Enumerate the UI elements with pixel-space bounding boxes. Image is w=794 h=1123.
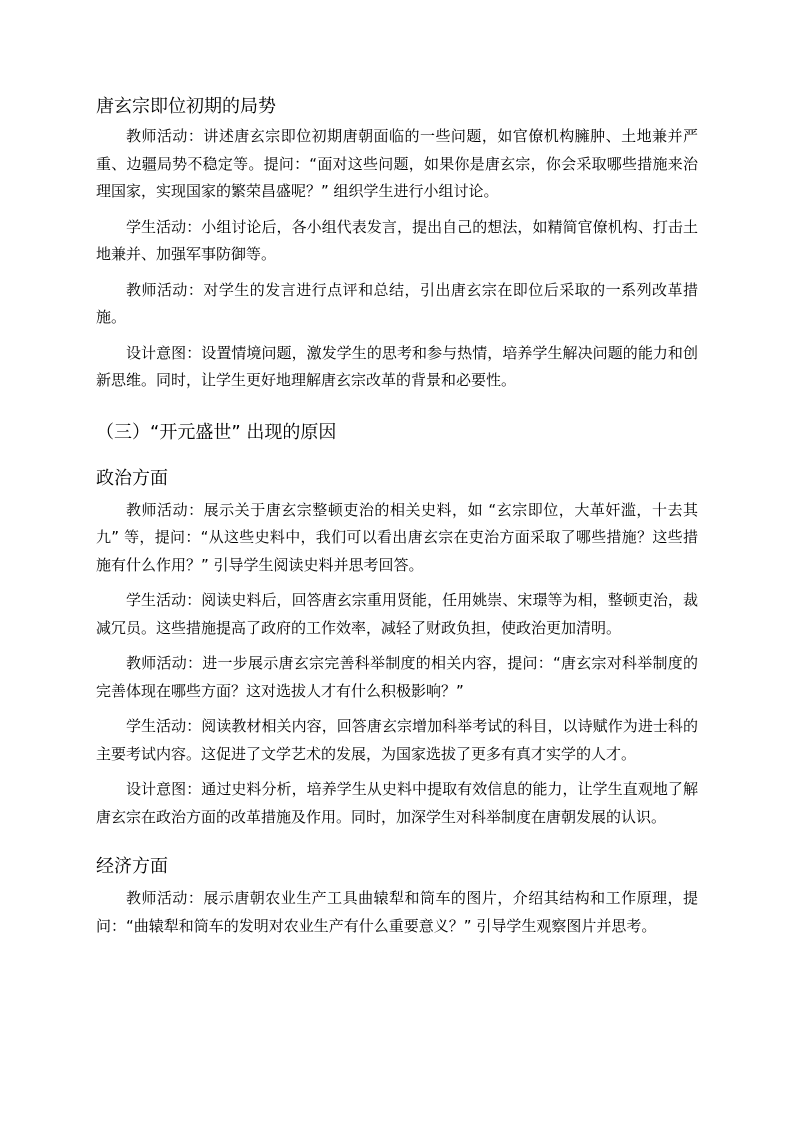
paragraph-teacher-activity: 教师活动：进一步展示唐玄宗完善科举制度的相关内容，提问：“唐玄宗对科举制度的完善体现在哪些方面？这对选拔人才有什么积极影响？” [96, 654, 698, 700]
section-heading-kaiyuan: （三）“开元盛世” 出现的原因 [96, 421, 337, 443]
paragraph-teacher-activity: 教师活动：展示关于唐玄宗整顿吏治的相关史料，如 “玄宗即位，大革奸滥，十去其九” 等，提问：“从这些史料中，我们可以看出唐玄宗在吏治方面采取了哪些措施？这些措施有什么作用？” 引导学生阅读史料并思考回答。 [96, 500, 698, 574]
paragraph-student-activity: 学生活动：阅读史料后，回答唐玄宗重用贤能，任用姚崇、宋璟等为相，整顿吏治，裁减冗员。这些措施提高了政府的工作效率，减轻了财政负担，使政治更加清明。 [96, 591, 698, 637]
paragraph-design-intent: 设计意图：设置情境问题，激发学生的思考和参与热情，培养学生解决问题的能力和创新思维。同时，让学生更好地理解唐玄宗改革的背景和必要性。 [96, 343, 698, 389]
paragraph-teacher-activity: 教师活动：讲述唐玄宗即位初期唐朝面临的一些问题，如官僚机构臃肿、土地兼并严重、边疆局势不稳定等。提问：“面对这些问题，如果你是唐玄宗，你会采取哪些措施来治理国家，实现国家的繁荣昌盛呢？” 组织学生进行小组讨论。 [96, 127, 698, 200]
paragraph-teacher-activity: 教师活动：对学生的发言进行点评和总结，引出唐玄宗在即位后采取的一系列改革措施。 [96, 280, 698, 326]
document-page [96, 93, 698, 940]
section-heading-economy: 经济方面 [96, 856, 168, 877]
section-heading-politics: 政治方面 [96, 467, 168, 489]
paragraph-teacher-activity: 教师活动：展示唐朝农业生产工具曲辕犁和筒车的图片，介绍其结构和工作原理，提问：“曲辕犁和筒车的发明对农业生产有什么重要意义？” 引导学生观察图片并思考。 [96, 889, 698, 935]
section-heading-tang-xuanzong: 唐玄宗即位初期的局势 [96, 96, 276, 117]
paragraph-design-intent: 设计意图：通过史料分析，培养学生从史料中提取有效信息的能力，让学生直观地了解唐玄宗在政治方面的改革措施及作用。同时，加深学生对科举制度在唐朝发展的认识。 [96, 780, 698, 826]
paragraph-student-activity: 学生活动：小组讨论后，各小组代表发言，提出自己的想法，如精简官僚机构、打击土地兼并、加强军事防御等。 [96, 217, 698, 263]
paragraph-student-activity: 学生活动：阅读教材相关内容，回答唐玄宗增加科举考试的科目，以诗赋作为进士科的主要考试内容。这促进了文学艺术的发展，为国家选拔了更多有真才实学的人才。 [96, 717, 698, 763]
